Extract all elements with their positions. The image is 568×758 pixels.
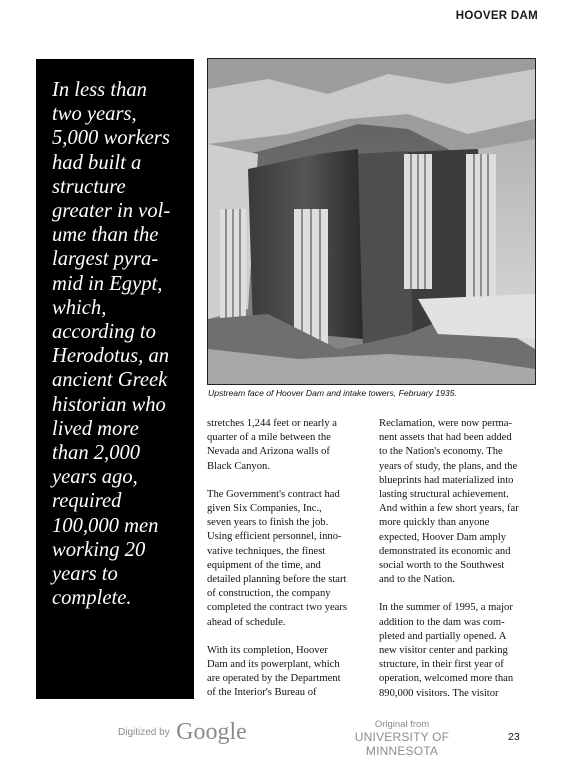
google-logo: Google xyxy=(176,719,247,745)
photo-caption: Upstream face of Hoover Dam and intake towers, February 1935. xyxy=(208,388,457,398)
original-from-text: Original from xyxy=(374,719,430,730)
body-column-right xyxy=(379,417,539,715)
paragraph: In the summer of 1995, a major addition to the dam was com- pleted and partially opened. A new visitor center and parking structure, in their first year of operation, welcomed more than 890,000 visitors. The visitor xyxy=(379,602,514,699)
paragraph: With its completion, Hoover Dam and its powerplant, which are operated by the Department of the Interior's Bureau of xyxy=(207,644,341,699)
digitized-by-text: Digitized by xyxy=(118,727,170,738)
pull-quote-text: In less than two years, 5,000 workers had built a structure greater in vol- ume than the largest pyra- mid in Egypt, which, according to Herodotus, an ancient Greek historian who lived more than 2,000 years ago, required 100,000 men working 20 years to complete. xyxy=(52,79,171,610)
body-column-left xyxy=(207,417,367,715)
paragraph: Reclamation, were now perma- nent assets that had been added to the Nation's economy. The years of study, the plans, and the blueprints had materialized into lasting structural achievement. And within a few short years, far more quickly than anyone expected, Hoover Dam amply demonstrated its economic and social worth to the Southwest and to the Nation. xyxy=(379,418,519,586)
university-name: UNIVERSITY OF MINNESOTA xyxy=(354,730,450,758)
source-watermark xyxy=(322,719,482,758)
page-number: 23 xyxy=(508,731,520,743)
dam-photograph xyxy=(207,58,536,385)
paragraph: stretches 1,244 feet or nearly a quarter of a mile between the Nevada and Arizona walls of Black Canyon. xyxy=(207,418,338,472)
running-header: HOOVER DAM xyxy=(455,10,538,22)
paragraph: The Government's contract had given Six Companies, Inc., seven years to finish the job. Using efficient personnel, inno- vative techniques, the finest equipment of the time, and detailed planning before the start of construction, the company completed the contract two years ahead of schedule. xyxy=(207,488,348,628)
digitized-by-watermark xyxy=(118,719,247,746)
